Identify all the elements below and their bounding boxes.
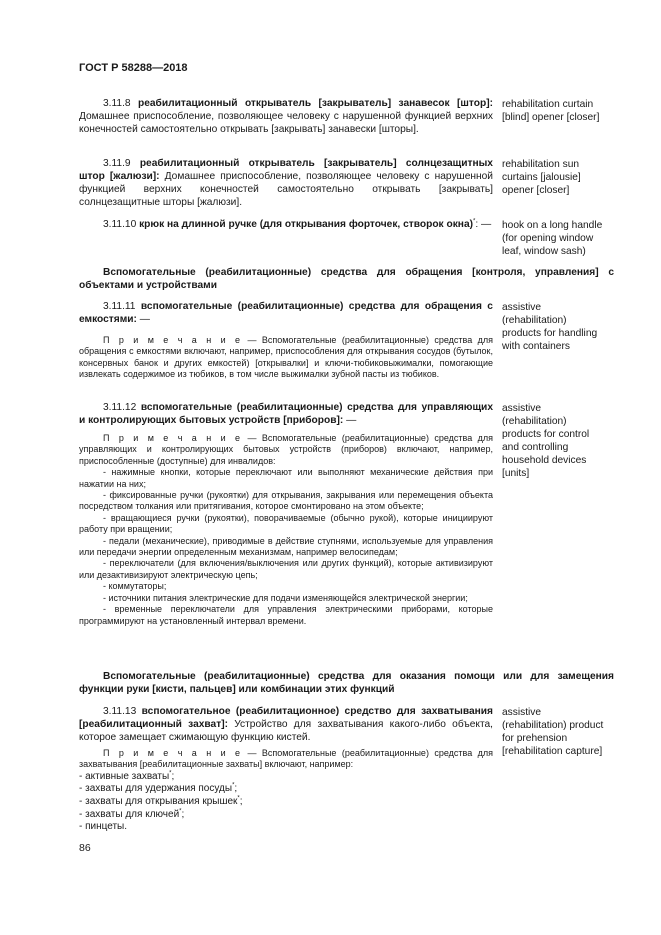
term-definition: : — bbox=[475, 219, 492, 230]
term-english-3-11-11: assistive (rehabilitation) products for handling with containers bbox=[502, 302, 598, 352]
capture-list bbox=[79, 771, 493, 834]
list-item: - временные переключатели для управления электрическими приборами, которые программируют на установленный интервал времени. bbox=[79, 604, 493, 626]
list-item: - вращающиеся ручки (рукоятки), поворачиваемые (обычно рукой), которые инициируют работу при вращении; bbox=[79, 512, 493, 535]
term-number: 3.11.8 bbox=[103, 98, 131, 109]
term-english-3-11-8: rehabilitation curtain [blind] opener [closer] bbox=[502, 99, 600, 123]
term-definition: Устройство для захватывания какого-либо объекта, которое замещает сжимающую функцию кистей. bbox=[79, 718, 493, 743]
note-3-11-12: П р и м е ч а н и е — Вспомогательные (реабилитационные) средства для управляющих и контролирующих бытовых устройств (приборов) включают, например, приспособленные (доступные) для инвалидов: - нажимные кнопки, которые переключают или выполняют механические действия при нажатии на них; - фиксированные ручки (рукоятки) для открывания, закрывания или перемещения объекта посредством толкания или притягивания, которое смонтировано на этом объекте; - вращающиеся ручки (рукоятки), поворачиваемые (обычно рукой), которые инициируют работу при вращении; - педали (механические), приводимые в действие ступнями, используемые для управления или передачи энергии определенным механизмам, например велосипедам; - переключатели (для включения/выключения или других функций), которые активизируют или дезактивизируют электрическую цепь; - коммутаторы; - источники питания электрические для подачи изменяющейся электрической энергии; - временные переключатели для управления электрическими приборами, которые программируют на установленный интервал времени. bbox=[79, 433, 493, 626]
term-english-3-11-10: hook on a long handle (for opening window leaf, window sash) bbox=[502, 220, 603, 257]
list-item: - пинцеты. bbox=[79, 821, 128, 833]
term-title: вспомогательные (реабилитационные) средства для обращения с емкостями: bbox=[79, 301, 493, 325]
term-number: 3.11.9 bbox=[103, 158, 131, 169]
section-heading: Вспомогательные (реабилитационные) средства для обращения [контроля, управления] с объектами и устройствами bbox=[79, 267, 614, 291]
term-title: реабилитационный открыватель [закрыватель] занавесок [штор]: bbox=[138, 98, 493, 109]
term-entry-3-11-12 bbox=[79, 402, 493, 428]
note-label: П р и м е ч а н и е bbox=[103, 748, 243, 758]
list-item: - фиксированные ручки (рукоятки) для открывания, закрывания или перемещения объекта посредством толкания или притягивания, которое смонтировано на этом объекте; bbox=[79, 490, 493, 512]
list-item: - переключатели (для включения/выключения или других функций), которые активизируют или дезактивизируют электрическую цепь; bbox=[79, 558, 493, 580]
term-english-3-11-13: assistive (rehabilitation) product for prehension [rehabilitation capture] bbox=[502, 707, 604, 757]
term-title: реабилитационный открыватель [закрыватель] солнцезащитных штор [жалюзи]: bbox=[79, 158, 493, 182]
list-item: - источники питания электрические для подачи изменяющейся электрической энергии; bbox=[103, 592, 468, 603]
page-number: 86 bbox=[79, 842, 91, 854]
term-entry-3-11-11 bbox=[79, 301, 493, 327]
list-item: - педали (механические), приводимые в действие ступнями, используемые для управления или передачи энергии определенным механизмам, например велосипедам; bbox=[79, 535, 493, 558]
term-title: вспомогательные (реабилитационные) средства для управляющих и контролирующих бытовых устройств [приборов]: bbox=[79, 402, 493, 426]
term-number: 3.11.11 bbox=[103, 301, 136, 312]
section-heading: Вспомогательные (реабилитационные) средства для оказания помощи или для замещения функции руки [кисти, пальцев] или комбинации этих функций bbox=[79, 671, 614, 695]
term-definition: Домашнее приспособление, позволяющее человеку с нарушенной функцией верхних конечностей самостоятельно открывать [закрывать] солнцезащитные шторы [жалюзи]. bbox=[79, 170, 493, 208]
term-entry-3-11-9 bbox=[79, 158, 493, 210]
list-item: - захваты для удержания посуды*; bbox=[79, 783, 238, 795]
term-number: 3.11.12 bbox=[103, 402, 137, 413]
term-definition: Домашнее приспособление, позволяющее человеку с нарушенной функцией верхних конечностей самостоятельно открывать [закрывать] занавески [шторы]. bbox=[79, 110, 493, 135]
term-entry-3-11-13 bbox=[79, 706, 493, 745]
note-label: П р и м е ч а н и е bbox=[103, 335, 243, 345]
term-entry-3-11-10: 3.11.10 крюк на длинной ручке (для открывания форточек, створок окна)*: — bbox=[103, 218, 492, 230]
term-english-3-11-9: rehabilitation sun curtains [jalousie] opener [closer] bbox=[502, 159, 581, 196]
term-title: крюк на длинной ручке (для открывания форточек, створок окна) bbox=[139, 219, 474, 230]
list-item: - захваты для открывания крышек*; bbox=[79, 795, 243, 807]
term-entry-3-11-8 bbox=[79, 98, 493, 137]
term-english-3-11-12: assistive (rehabilitation) products for control and controlling household devices [units] bbox=[502, 403, 590, 479]
note-3-11-13: П р и м е ч а н и е — Вспомогательные (реабилитационные) средства для захватывания [реабилитационные захваты] включают, например: - активные захваты*; - захваты для удержания посуды*; - захваты для открывания крышек*; - захваты для ключей*; - пинцеты. bbox=[79, 748, 493, 833]
document-header: ГОСТ Р 58288—2018 bbox=[79, 62, 188, 74]
term-number: 3.11.10 bbox=[103, 219, 137, 230]
list-item: - активные захваты*; bbox=[79, 770, 175, 782]
list-item: - нажимные кнопки, которые переключают или выполняют механические действия при нажатии на них; bbox=[79, 467, 493, 489]
note-3-11-11: П р и м е ч а н и е — Вспомогательные (реабилитационные) средства для обращения с емкостями включают, например, приспособления для открывания сосудов (бутылок, консервных банок и других емкостей) [открывалки] и ключи-тюбиковыжималки, помогающие извлекать содержимое из тюбиков, в том числе выжималки зубной пасты из тюбиков. bbox=[79, 335, 493, 380]
term-definition: — bbox=[136, 313, 150, 325]
term-number: 3.11.13 bbox=[103, 706, 137, 717]
term-title: вспомогательное (реабилитационное) средство для захватывания [реабилитационный захват]: bbox=[79, 706, 493, 730]
list-item: - захваты для ключей*; bbox=[79, 808, 185, 820]
term-definition: — bbox=[343, 414, 357, 426]
list-item: - коммутаторы; bbox=[103, 581, 167, 592]
note-label: П р и м е ч а н и е bbox=[103, 433, 243, 443]
